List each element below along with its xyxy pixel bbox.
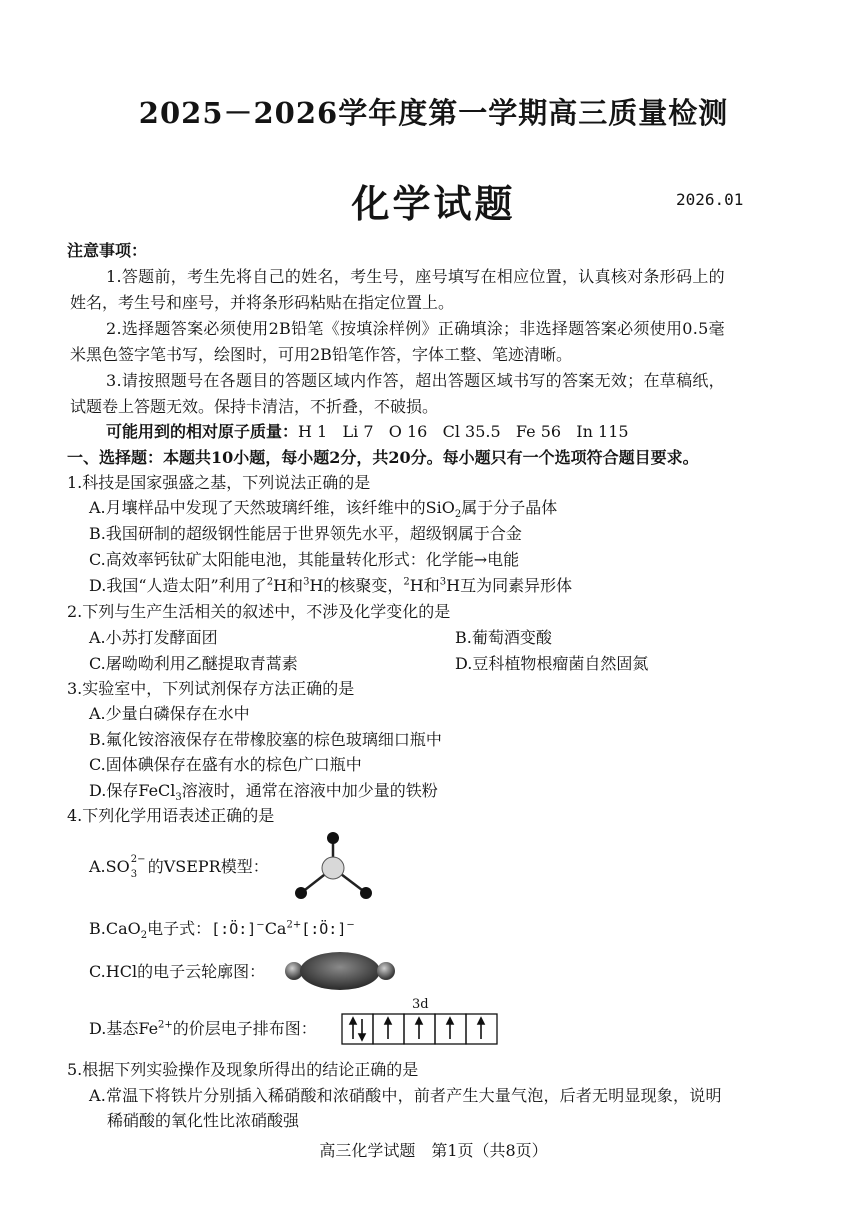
fe2-orbital-diagram	[341, 1013, 501, 1045]
q1-option-d	[89, 575, 572, 597]
vsepr-model-diagram	[283, 828, 383, 908]
orbital-box-1	[342, 1014, 373, 1044]
vsepr-central-atom	[322, 857, 344, 879]
notice-item-3-line-1: 3.请按照题号在各题目的答题区域内作答，超出答题区域书写的答案无效；在草稿纸，	[106, 371, 725, 390]
spin-up-arrowhead	[350, 1018, 356, 1024]
q2-option-c: C.屠呦呦利用乙醚提取青蒿素	[89, 654, 298, 673]
q3-option-b: B.氟化铵溶液保存在带橡胶塞的棕色玻璃细口瓶中	[89, 730, 442, 749]
q1-option-d-sup-3a: 3	[303, 576, 310, 588]
spin-down-arrowhead	[359, 1034, 365, 1040]
hcl-electron-cloud-diagram	[282, 949, 402, 993]
q4-option-d-text: D.基态Fe	[89, 1019, 159, 1038]
q1-option-d-part-2: H和	[273, 576, 304, 595]
q5-option-a-line-1: A.常温下将铁片分别插入稀硝酸和浓硝酸中，前者产生大量气泡，后者无明显现象，说明	[89, 1086, 722, 1105]
exam-date: 2026.01	[676, 190, 744, 209]
q3-option-c: C.固体碘保存在盛有水的棕色广口瓶中	[89, 755, 362, 774]
lewis-anion-right: [:Ö:]	[301, 920, 347, 938]
q4-option-a-text-end: 的VSEPR模型：	[147, 857, 269, 876]
notice-heading: 注意事项：	[67, 241, 148, 260]
vsepr-atom-left	[295, 887, 307, 899]
q3-stem: 3.实验室中，下列试剂保存方法正确的是	[67, 679, 355, 698]
hcl-central-cloud	[300, 952, 380, 990]
q4-option-b	[89, 918, 355, 940]
q4-option-d-superscript: 2+	[158, 1019, 173, 1031]
atomic-mass-values: H 1 Li 7 O 16 Cl 35.5 Fe 56 In 115	[298, 422, 629, 441]
q3-option-d-text: D.保存FeCl	[89, 781, 176, 800]
q4-option-a-charge: 2−	[130, 854, 146, 865]
exam-subject-title: 化学试题	[351, 181, 516, 226]
q4-option-c: C.HCl的电子云轮廓图：	[89, 962, 266, 981]
q1-option-d-part-5: H互为同素异形体	[446, 576, 573, 595]
q1-option-a-text-end: 属于分子晶体	[461, 498, 558, 517]
q5-stem: 5.根据下列实验操作及现象所得出的结论正确的是	[67, 1060, 419, 1079]
notice-item-2-line-2: 米黑色签字笔书写，绘图时，可用2B铅笔作答，字体工整、笔迹清晰。	[70, 345, 572, 364]
atomic-mass-label: 可能用到的相对原子质量：	[106, 422, 299, 441]
notice-item-1-line-1: 1.答题前，考生先将自己的姓名，考生号，座号填写在相应位置，认真核对条形码上的	[106, 267, 725, 286]
q1-option-d-sup-2b: 2	[403, 576, 410, 588]
q4-option-a-subscript: 3	[130, 869, 138, 880]
vsepr-atom-right	[360, 887, 372, 899]
spin-up-arrowhead	[385, 1018, 391, 1024]
lewis-cation: Ca	[264, 919, 287, 938]
q1-option-c: C.高效率钙钛矿太阳能电池，其能量转化形式：化学能→电能	[89, 550, 520, 569]
page-footer: 高三化学试题 第1页（共8页）	[319, 1141, 548, 1160]
section-1-heading: 一、选择题：本题共10小题，每小题2分，共20分。每小题只有一个选项符合题目要求。	[67, 448, 699, 467]
lewis-anion-right-charge: −	[346, 919, 355, 931]
q1-option-a	[89, 497, 557, 519]
lewis-cation-charge: 2+	[286, 919, 302, 931]
q4-option-a	[89, 856, 269, 878]
q2-option-d: D.豆科植物根瘤菌自然固氮	[455, 654, 649, 673]
hcl-right-lobe	[377, 962, 395, 980]
exam-title: 2025－2026学年度第一学期高三质量检测	[138, 96, 729, 130]
q1-option-b: B.我国研制的超级钢性能居于世界领先水平，超级钢属于合金	[89, 524, 522, 543]
q3-option-a: A.少量白磷保存在水中	[89, 704, 250, 723]
q4-option-d-text-end: 的价层电子排布图：	[172, 1019, 317, 1038]
q1-option-d-part-3: H的核聚变，	[309, 576, 404, 595]
q4-option-a-ion-scripts	[130, 854, 148, 880]
q4-option-b-text-end: 电子式：	[147, 919, 212, 938]
q4-option-b-subscript: 2	[140, 930, 148, 942]
q4-option-b-text: B.CaO	[89, 919, 141, 938]
q5-option-a-line-2: 稀硝酸的氧化性比浓硝酸强	[107, 1111, 300, 1130]
q2-option-b: B.葡萄酒变酸	[455, 628, 552, 647]
q4-stem: 4.下列化学用语表述正确的是	[67, 806, 275, 825]
q1-option-a-subscript: 2	[454, 509, 462, 521]
q1-option-d-part-4: H和	[409, 576, 440, 595]
q4-option-d	[89, 1018, 317, 1040]
q3-option-d	[89, 780, 438, 802]
spin-up-arrowhead	[478, 1018, 484, 1024]
q1-option-a-text: A.月壤样品中发现了天然玻璃纤维，该纤维中的SiO	[89, 498, 455, 517]
q1-option-d-sup-2a: 2	[266, 576, 274, 588]
orbital-label: 3d	[412, 997, 429, 1012]
notice-item-1-line-2: 姓名，考生号和座号，并将条形码粘贴在指定位置上。	[70, 293, 455, 312]
q4-option-a-text: A.SO	[89, 857, 130, 876]
q1-option-d-sup-3b: 3	[439, 576, 447, 588]
atomic-mass-line	[106, 421, 629, 443]
q2-option-a: A.小苏打发酵面团	[89, 628, 218, 647]
q1-option-d-part-1: D.我国“人造太阳”利用了	[89, 576, 267, 595]
notice-item-2-line-1: 2.选择题答案必须使用2B铅笔《按填涂样例》正确填涂；非选择题答案必须使用0.5毫	[106, 319, 725, 338]
spin-up-arrowhead	[447, 1018, 453, 1024]
q1-stem: 1.科技是国家强盛之基，下列说法正确的是	[67, 473, 371, 492]
notice-item-3-line-2: 试题卷上答题无效。保持卡清洁，不折叠，不破损。	[70, 397, 439, 416]
lewis-anion-left: [:Ö:]	[211, 920, 257, 938]
q2-stem: 2.下列与生产生活相关的叙述中，不涉及化学变化的是	[67, 602, 451, 621]
q3-option-d-text-end: 溶液时，通常在溶液中加少量的铁粉	[181, 781, 438, 800]
lewis-anion-left-charge: −	[256, 919, 265, 931]
vsepr-atom-top	[327, 832, 339, 844]
q3-option-d-subscript: 3	[175, 792, 182, 804]
spin-up-arrowhead	[416, 1018, 422, 1024]
